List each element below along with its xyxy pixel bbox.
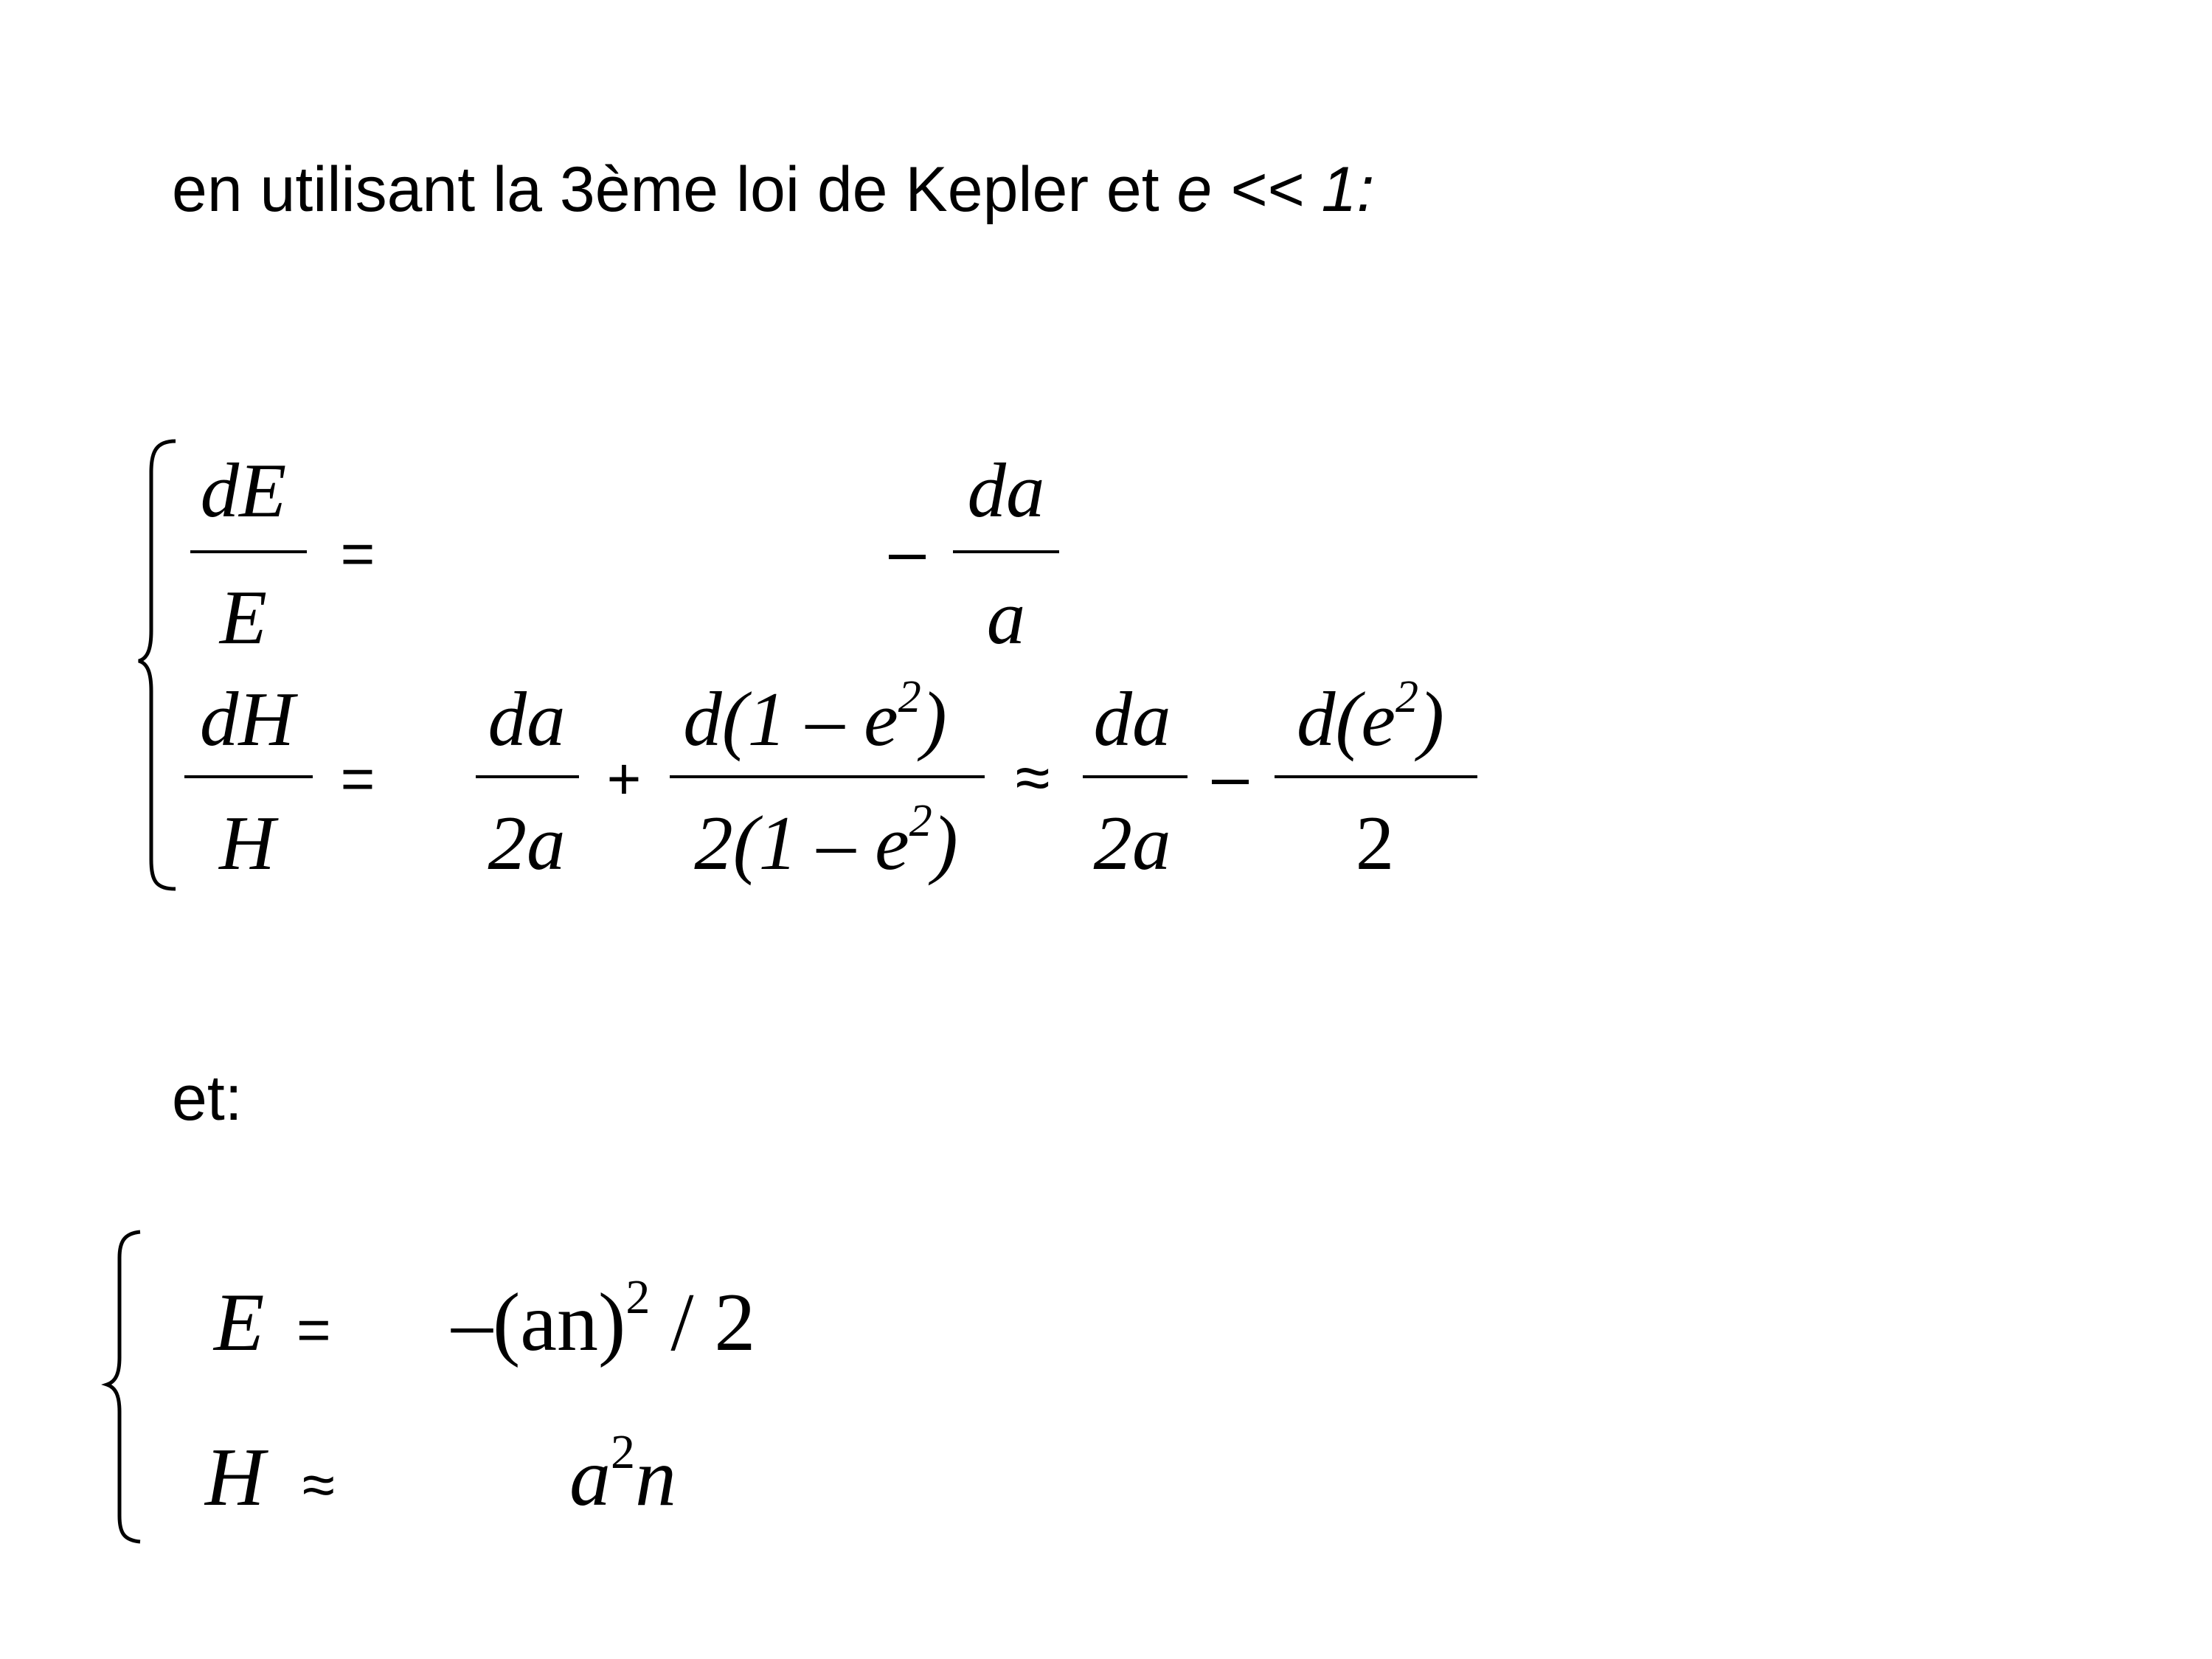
row2-term2-denominator-close: ) (932, 800, 958, 886)
row2-term2-numerator-close: ) (920, 676, 947, 762)
row2-term1-numerator: da (488, 676, 566, 762)
sys2-row1-equals: = (297, 1297, 331, 1362)
row2-term4-numerator-exponent: 2 (1395, 672, 1419, 722)
row1-equals: = (340, 521, 375, 586)
brace-2 (107, 1232, 140, 1542)
row2-term2-denominator (694, 796, 958, 886)
row1-lhs-denominator: E (219, 574, 268, 660)
row2-term4-denominator: 2 (1355, 800, 1395, 886)
sys2-row1-lhs: E (214, 1277, 265, 1368)
connector-label: et: (172, 1063, 243, 1134)
row2-term3-numerator: da (1093, 676, 1171, 762)
row2-term2-denominator-base: 2(1 – e (694, 800, 909, 886)
row2-term3-denominator: 2a (1093, 800, 1171, 886)
row1-lhs-numerator: dE (200, 447, 287, 533)
brace-1 (139, 441, 176, 889)
intro-text-main: en utilisant la 3ème loi de Kepler et (172, 154, 1177, 225)
sys2-row2-rhs-tail: n (635, 1432, 676, 1523)
row2-term2-numerator-base: d(1 – e (683, 676, 898, 762)
sys2-row1-rhs-exponent: 2 (625, 1270, 651, 1324)
row2-lhs-denominator: H (219, 800, 275, 886)
sys2-row2-lhs: H (205, 1432, 265, 1523)
row2-term1-denominator: 2a (488, 800, 566, 886)
row2-plus: + (606, 746, 642, 811)
row1-rhs-numerator: da (967, 447, 1045, 533)
row1-rhs-denominator: a (986, 574, 1026, 660)
row2-approx: ≈ (1015, 743, 1050, 813)
sys2-row1-rhs (451, 1270, 755, 1368)
sys2-row2-rhs (569, 1425, 676, 1523)
sys2-row1-rhs-base: –(an) (451, 1277, 626, 1368)
row2-term4-numerator-close: ) (1418, 676, 1445, 762)
row2-lhs-numerator: dH (199, 676, 295, 762)
sys2-row2-rhs-exponent: 2 (611, 1425, 635, 1479)
row2-term2-denominator-exponent: 2 (909, 796, 932, 846)
row2-term2-numerator-exponent: 2 (898, 672, 921, 722)
row1-minus: – (888, 515, 926, 589)
equation-system-2 (107, 1232, 755, 1542)
sys2-row2-approx: ≈ (302, 1452, 335, 1517)
row2-term4-numerator-base: d(e (1296, 676, 1396, 762)
intro-text-condition: e << 1: (1176, 154, 1375, 225)
equation-system-1 (139, 441, 1477, 889)
row2-minus: – (1211, 740, 1249, 814)
sys2-row2-rhs-base: a (569, 1432, 611, 1523)
row2-equals: = (340, 746, 375, 811)
sys2-row1-rhs-tail: / 2 (650, 1277, 756, 1368)
row2-term4-numerator (1297, 672, 1444, 762)
row2-term2-numerator (683, 672, 947, 762)
